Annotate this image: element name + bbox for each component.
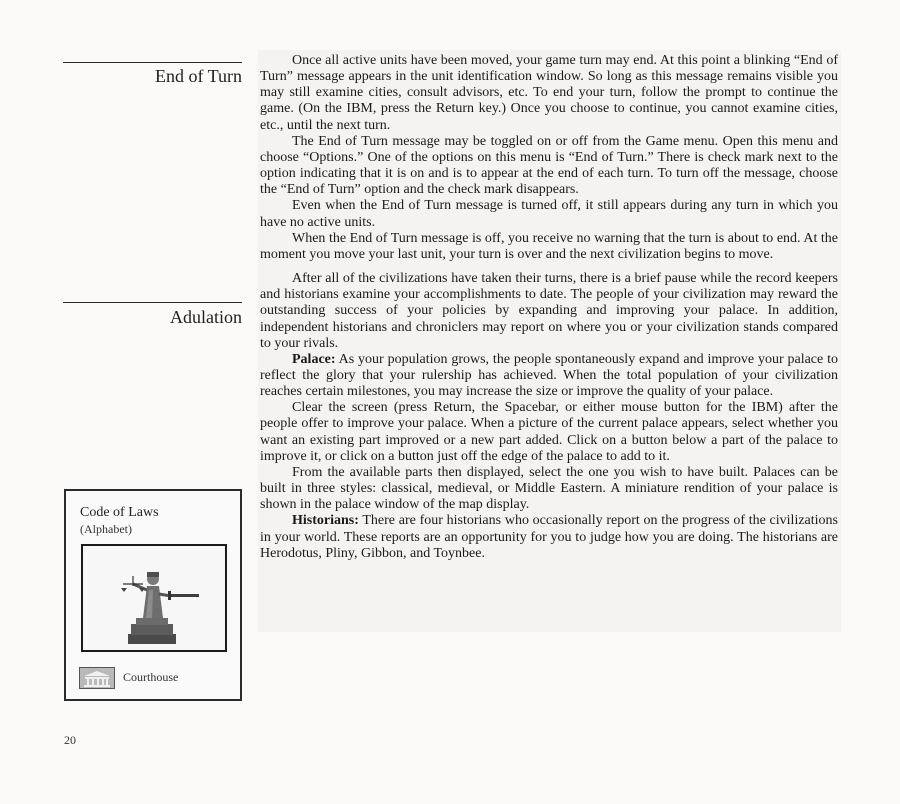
paragraph-historians xyxy=(260,513,838,561)
paragraph: From the available parts then displayed, select the one you wish to have built. Palaces can be built in three styles: classical, medieval, or Middle Eastern. A miniature rendition of your palace is shown in the palace window of the map display. xyxy=(260,464,838,513)
paragraph: The End of Turn message may be toggled on or off from the Game menu. Open this menu and choose “Options.” One of the options on this menu is “End of Turn.” There is check mark next to the option indicating that it is on and is to appear at the end of each turn. To turn off the message, choose the “End of Turn” option and the check mark disappears. xyxy=(260,133,838,198)
paragraph-palace xyxy=(260,352,838,400)
palace-text: As your population grows, the people spontaneously expand and improve your palace to reflect the glory that your rulership has achieved. When the total population of your civilization reaches certain milestones, you may increase the size or improve the quality of your palace. xyxy=(260,351,838,400)
paragraph: When the End of Turn message is off, you receive no warning that the turn is about to end. At the moment you move your last unit, your turn is over and the next civilization begins to move. xyxy=(260,230,838,262)
historians-text: There are four historians who occasionally report on the progress of the civilizations in your world. These reports are an opportunity for you to judge how you are doing. The historians are Herodotus, Pliny, Gibbon, and Toynbee. xyxy=(260,513,838,561)
paragraph: Once all active units have been moved, your game turn may end. At this point a blinking “End of Turn” message appears in the unit identification window. So long as this message remains visible you may still examine cities, consult advisors, etc. To end your turn, follow the prompt to continue the game. (On the IBM, press the Return key.) Once you choose to continue, you cannot examine cities, etc., until the next turn. xyxy=(260,53,838,133)
historians-label: Historians: xyxy=(292,513,359,529)
paragraph: After all of the civilizations have taken their turns, there is a brief pause while the record keepers and historians examine your accomplishments to date. The people of your civilization may reward the outstanding success of your policies by expanding and improving your palace. In addition, independent historians and chroniclers may report on where you or your civilization stands compared to your rivals. xyxy=(260,271,838,351)
section-rule-end-of-turn xyxy=(63,62,242,63)
main-text xyxy=(260,53,838,562)
section-heading-adulation: Adulation xyxy=(170,307,242,327)
statue-of-justice-image xyxy=(83,546,225,650)
courthouse-label: Courthouse xyxy=(123,670,179,684)
palace-label: Palace: xyxy=(292,351,336,367)
advance-card xyxy=(64,489,242,701)
page-number: 20 xyxy=(64,733,76,747)
card-subtitle: (Alphabet) xyxy=(80,522,132,536)
card-image-frame xyxy=(81,544,227,652)
paragraph: Clear the screen (press Return, the Spacebar, or either mouse button for the IBM) after the people offer to improve your palace. When a picture of the current palace appears, select whether you want an existing part improved or a new part added. Click on a button below a part of the palace to improve it, or click on a button just off the edge of the palace to add to it. xyxy=(260,400,838,464)
section-heading-end-of-turn: End of Turn xyxy=(154,66,242,86)
section-rule-adulation xyxy=(63,302,242,303)
paragraph: Even when the End of Turn message is turned off, it still appears during any turn in which you have no active units. xyxy=(260,198,838,230)
card-title: Code of Laws xyxy=(80,505,159,520)
courthouse-icon xyxy=(79,667,115,689)
